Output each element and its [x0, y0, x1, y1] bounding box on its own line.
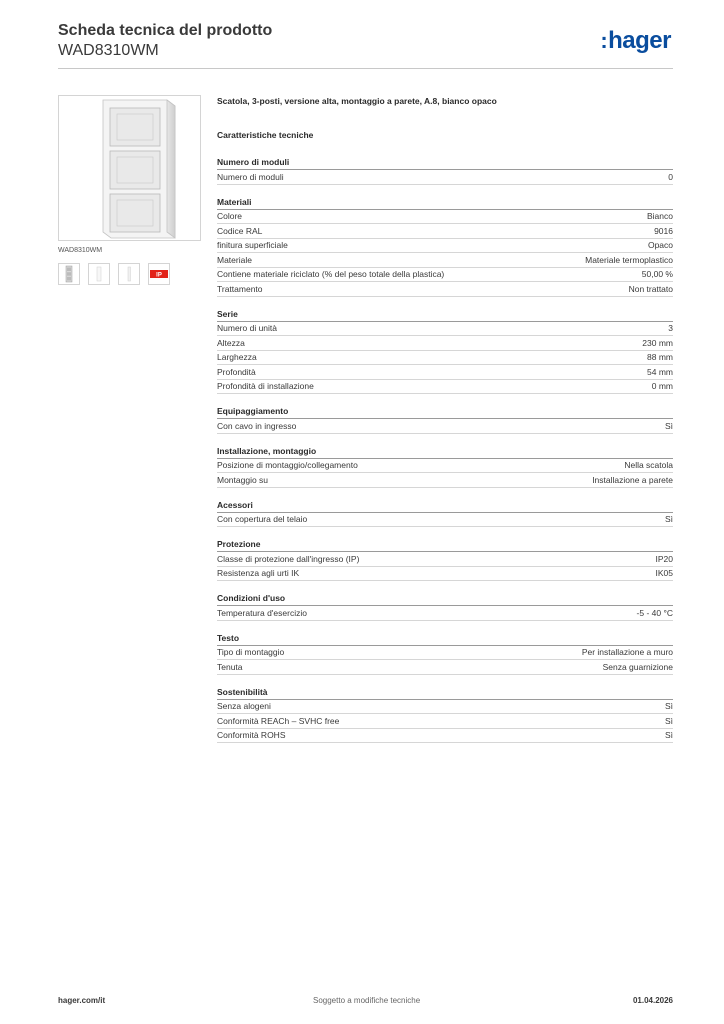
spec-row [217, 660, 673, 675]
document-title: Scheda tecnica del prodotto [58, 22, 273, 39]
thumbnail-side-view[interactable] [118, 263, 140, 285]
product-code: WAD8310WM [58, 42, 159, 59]
spec-label: Colore [217, 211, 243, 222]
spec-row [217, 513, 673, 528]
spec-row [217, 646, 673, 661]
product-image[interactable] [58, 95, 201, 241]
spec-label: Numero di unità [217, 323, 278, 334]
spec-row [217, 606, 673, 621]
spec-row [217, 380, 673, 395]
spec-section [217, 307, 673, 395]
spec-label: Montaggio su [217, 474, 269, 485]
section-title: Equipaggiamento [217, 404, 673, 419]
spec-row [217, 210, 673, 225]
spec-label: Tipo di montaggio [217, 647, 285, 658]
spec-label: Temperatura d'esercizio [217, 607, 307, 618]
thumbnail-ip-rating[interactable] [148, 263, 170, 285]
spec-row [217, 729, 673, 744]
spec-row [217, 365, 673, 380]
page-footer [58, 996, 673, 1010]
section-title: Materiali [217, 195, 673, 210]
spec-row [217, 419, 673, 434]
spec-section [217, 631, 673, 675]
spec-label: Profondità [217, 366, 256, 377]
logo-text: hager [608, 27, 671, 54]
page-header [58, 21, 673, 69]
spec-row [217, 322, 673, 337]
spec-value: Sì [664, 420, 673, 431]
spec-section [217, 537, 673, 581]
spec-value: IK05 [655, 568, 673, 579]
spec-row [217, 239, 673, 254]
product-description: Scatola, 3-posti, versione alta, montaggio a parete, A.8, bianco opaco [217, 96, 497, 106]
spec-sections [217, 155, 673, 743]
spec-row [217, 459, 673, 474]
triple-box-illustration [59, 96, 200, 240]
spec-label: Profondità di installazione [217, 381, 314, 392]
spec-row [217, 282, 673, 297]
spec-section [217, 685, 673, 744]
spec-section [217, 444, 673, 488]
section-title: Acessori [217, 498, 673, 513]
spec-row [217, 253, 673, 268]
section-title: Protezione [217, 537, 673, 552]
spec-label: finitura superficiale [217, 240, 288, 251]
spec-value: Sì [664, 715, 673, 726]
spec-value: 54 mm [647, 366, 673, 377]
spec-label: Contiene materiale riciclato (% del peso totale della plastica) [217, 269, 445, 280]
spec-value: Non trattato [628, 283, 673, 294]
spec-value: Opaco [647, 240, 673, 251]
spec-row [217, 552, 673, 567]
spec-value: 3 [668, 323, 673, 334]
spec-value: Sì [664, 514, 673, 525]
spec-value: 230 mm [642, 337, 673, 348]
image-caption: WAD8310WM [58, 247, 103, 254]
spec-label: Codice RAL [217, 225, 263, 236]
spec-label: Con copertura del telaio [217, 514, 308, 525]
spec-value: 88 mm [647, 352, 673, 363]
spec-row [217, 473, 673, 488]
spec-value: 9016 [654, 225, 673, 236]
spec-row [217, 567, 673, 582]
product-details [217, 95, 673, 743]
footer-date: 01.04.2026 [632, 996, 673, 1005]
spec-row [217, 351, 673, 366]
spec-row [217, 268, 673, 283]
section-title: Condizioni d'uso [217, 591, 673, 606]
thumbnail-front-view[interactable] [88, 263, 110, 285]
spec-value: 0 mm [651, 381, 673, 392]
spec-row [217, 700, 673, 715]
spec-value: IP20 [655, 553, 673, 564]
spec-section [217, 591, 673, 621]
spec-label: Senza alogeni [217, 701, 271, 712]
section-title: Sostenibilità [217, 685, 673, 700]
spec-value: -5 - 40 °C [636, 607, 673, 618]
section-title: Serie [217, 307, 673, 322]
spec-value: Installazione a parete [592, 474, 673, 485]
spec-row [217, 714, 673, 729]
ip-badge-text: IP [156, 272, 162, 279]
spec-section [217, 404, 673, 434]
hager-logo[interactable]: :hager [600, 27, 671, 54]
spec-section [217, 155, 673, 185]
features-heading: Caratteristiche tecniche [217, 130, 314, 140]
spec-label: Conformità REACh – SVHC free [217, 715, 340, 726]
spec-value: Sì [664, 701, 673, 712]
ip-rating-icon [149, 264, 169, 284]
spec-row [217, 224, 673, 239]
section-title: Testo [217, 631, 673, 646]
spec-label: Conformità ROHS [217, 730, 286, 741]
spec-value: Per installazione a muro [581, 647, 673, 658]
thumbnail-module-box[interactable] [58, 263, 80, 285]
side-view-icon [119, 264, 139, 284]
footer-website-link[interactable]: hager.com/it [58, 996, 106, 1005]
spec-value: Sì [664, 730, 673, 741]
spec-label: Altezza [217, 337, 245, 348]
spec-section [217, 498, 673, 528]
spec-value: Nella scatola [624, 460, 673, 471]
spec-label: Materiale [217, 254, 252, 265]
front-view-icon [89, 264, 109, 284]
spec-label: Trattamento [217, 283, 263, 294]
footer-notice: Soggetto a modifiche tecniche [313, 996, 421, 1005]
spec-label: Con cavo in ingresso [217, 420, 297, 431]
spec-label: Tenuta [217, 661, 243, 672]
box-thumbnail-icon [59, 264, 79, 284]
spec-row [217, 336, 673, 351]
spec-label: Posizione di montaggio/collegamento [217, 460, 358, 471]
spec-label: Classe di protezione dall'ingresso (IP) [217, 553, 360, 564]
section-title: Installazione, montaggio [217, 444, 673, 459]
thumbnail-strip [58, 263, 201, 285]
spec-label: Resistenza agli urti IK [217, 568, 300, 579]
spec-value: Bianco [647, 211, 673, 222]
spec-value: Materiale termoplastico [585, 254, 673, 265]
product-media [58, 95, 201, 285]
spec-value: 50,00 % [641, 269, 673, 280]
spec-value: Senza guarnizione [602, 661, 673, 672]
section-title: Numero di moduli [217, 155, 673, 170]
spec-row [217, 170, 673, 185]
spec-section [217, 195, 673, 297]
spec-value: 0 [668, 171, 673, 182]
spec-label: Larghezza [217, 352, 257, 363]
spec-label: Numero di moduli [217, 171, 284, 182]
